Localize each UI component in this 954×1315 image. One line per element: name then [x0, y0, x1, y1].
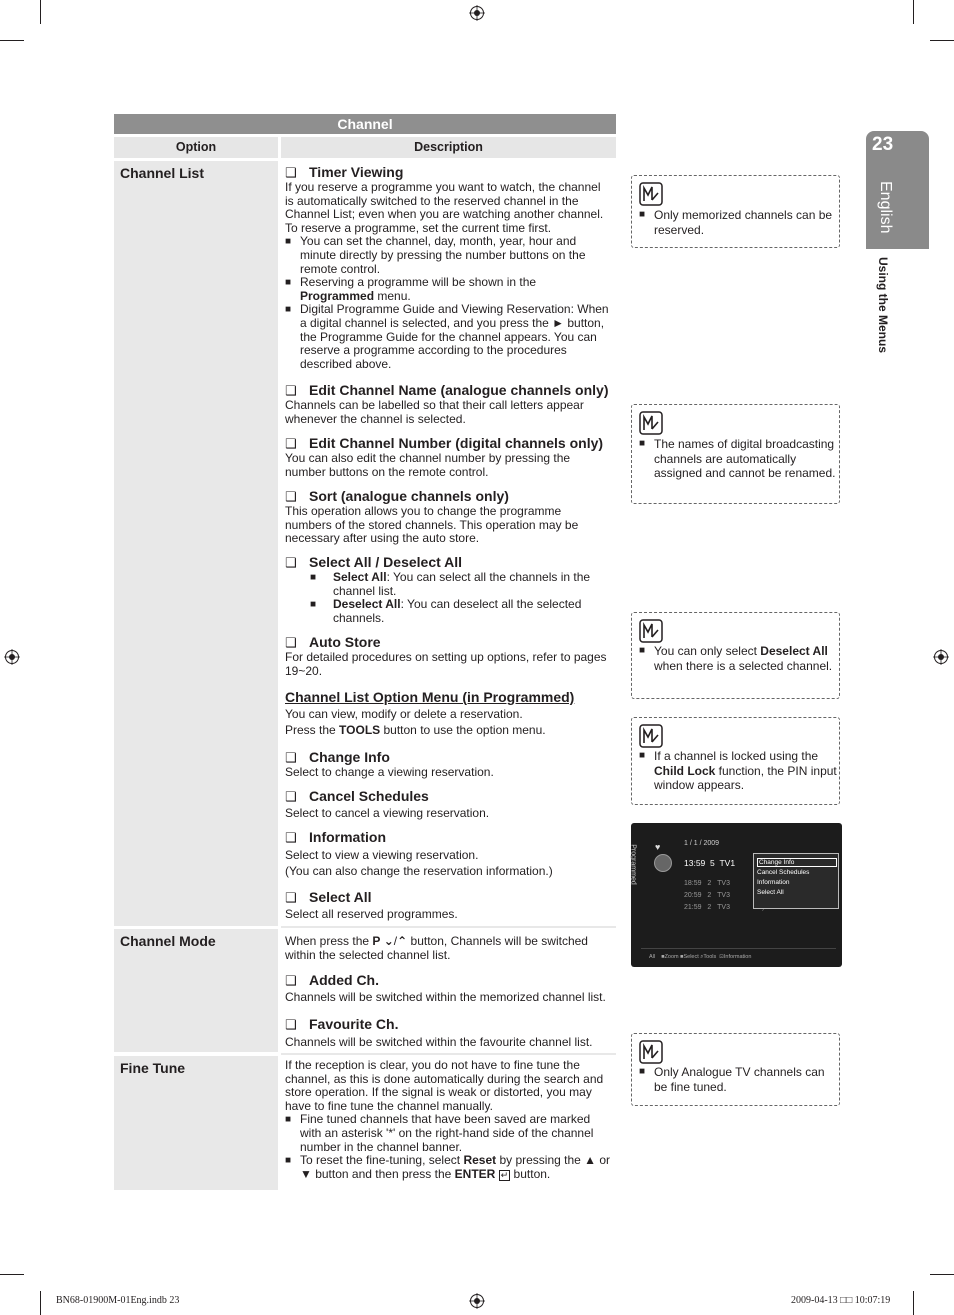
- registration-mark-icon: [469, 5, 485, 21]
- note-icon: [639, 1040, 663, 1064]
- option-menu-section: Channel List Option Menu (in Programmed) You can view, modify or delete a reservation. Press the TOOLS button to use the option menu.: [285, 689, 611, 737]
- bullet-item: ■ Deselect All: You can deselect all the selected channels.: [310, 597, 582, 625]
- checkbox-icon: ❑: [285, 789, 297, 804]
- menu-item-select-all: Select All: [757, 889, 784, 896]
- information-section: ❑ Information Select to view a viewing reservation. (You can also change the reservation information.): [285, 829, 553, 878]
- option-name: Channel List: [120, 165, 205, 181]
- edit-channel-name-section: ❑ Edit Channel Name (analogue channels only) Channels can be labelled so that their call letters appear whenever the channel is selected.: [285, 382, 609, 426]
- note-icon: [639, 411, 663, 435]
- screen-bottom-bar: All ■Zoom ■Select ⌕Tools ⊡Information: [649, 954, 752, 960]
- programmed-screen-image: Programmed ♥ 1 / 1 / 2009 13:59 5 TV1 18:59 2 TV3 20:59 2 TV3 21:59 2 TV3 Change Info Cancel Schedules Information Select All All ■Zoom ■Select ⌕Tools ⊡Information: [631, 823, 842, 967]
- checkbox-icon: ❑: [285, 165, 297, 180]
- bullet-item: ■ Fine tuned channels that have been saved are marked with an asterisk '*' on the right-hand side of the channel number in the channel banner.: [285, 1112, 594, 1154]
- checkbox-icon: ❑: [285, 750, 297, 765]
- note-box: ■ Only Analogue TV channels can be fine tuned.: [631, 1033, 840, 1106]
- column-header-option: Option: [114, 137, 278, 158]
- checkbox-icon: ❑: [285, 436, 297, 451]
- option-name: Channel Mode: [120, 933, 216, 949]
- note-icon: [639, 724, 663, 748]
- enter-icon: ↵: [500, 1169, 509, 1180]
- favourite-ch-section: ❑ Favourite Ch. Channels will be switched within the favourite channel list.: [285, 1016, 593, 1049]
- bullet-item: ■ Reserving a programme will be shown in the Programmed menu.: [285, 275, 537, 303]
- note-box: ■ If a channel is locked using the Child Lock function, the PIN input window appears.: [631, 717, 840, 805]
- bullet-item: ■ Digital Programme Guide and Viewing Reservation: When a digital channel is selected, and you press the ► button, the Programme Guide for the channel appears. You can reserve a programme according to the procedures described above.: [285, 302, 609, 371]
- note-icon: [639, 182, 663, 206]
- chevron-down-icon: ⌄: [383, 934, 394, 948]
- auto-store-section: ❑ Auto Store For detailed procedures on setting up options, refer to pages 19~20.: [285, 634, 607, 678]
- table-title: Channel: [114, 114, 616, 134]
- column-header-description: Description: [281, 137, 616, 158]
- language-label: English: [877, 181, 894, 234]
- sort-section: ❑ Sort (analogue channels only) This operation allows you to change the programme numbers of the stored channels. This operation may be necessary after using the auto store.: [285, 488, 579, 546]
- change-info-section: ❑ Change Info Select to change a viewing reservation.: [285, 749, 494, 779]
- select-all-section: ❑ Select All / Deselect All ■ Select All: You can select all the channels in the channel list. ■ Deselect All: You can deselect all the selected channels.: [285, 554, 611, 625]
- bullet-item: ■ To reset the fine-tuning, select Reset by pressing the ▲ or ▼ button and then press the ENTER ↵ button.: [285, 1153, 611, 1181]
- chevron-up-icon: ⌃: [397, 934, 408, 948]
- registration-mark-icon: [4, 649, 20, 665]
- channel-mode-description: When press the P ⌄/⌃ button, Channels will be switched within the selected channel list.: [285, 934, 588, 962]
- section-heading: ❑ Timer Viewing: [285, 164, 404, 180]
- section-label: Using the Menus: [876, 256, 890, 353]
- option-cell-fine-tune: [114, 1056, 278, 1190]
- edit-channel-number-section: ❑ Edit Channel Number (digital channels only) You can also edit the channel number by pressing the number buttons on the remote control.: [285, 435, 604, 479]
- option-cell-channel-list: [114, 161, 278, 926]
- registration-mark-icon: [469, 1293, 485, 1309]
- cancel-schedules-section: ❑ Cancel Schedules Select to cancel a viewing reservation.: [285, 788, 490, 820]
- note-box: ■ You can only select Deselect All when there is a selected channel.: [631, 612, 840, 699]
- option-menu-popup: [753, 853, 839, 909]
- subsection-title: Channel List Option Menu (in Programmed): [285, 689, 575, 705]
- fine-tune-description: If the reception is clear, you do not have to fine tune the channel, as this is done automatically during the search and store operation. If the signal is weak or distorted, you may have to fine tune the channel manually. ■ Fine tuned channels that have been saved are marked with an asterisk '*' on the right-hand side of the channel number in the channel banner. ■ To reset the fine-tuning, select Reset by pressing the ▲ or ▼ button and then press the ENTER ↵ button.: [285, 1058, 611, 1181]
- reservation-row: 20:59 2 TV3: [684, 892, 730, 899]
- checkbox-icon: ❑: [285, 555, 297, 570]
- screen-side-label: Programmed: [629, 844, 637, 885]
- added-ch-section: ❑ Added Ch. Channels will be switched within the memorized channel list.: [285, 972, 606, 1004]
- heart-icon: ♥: [655, 842, 661, 852]
- row-divider: [281, 1053, 616, 1055]
- registration-mark-icon: [933, 649, 949, 665]
- row-divider: [281, 926, 616, 928]
- menu-item-information: Information: [757, 879, 790, 886]
- menu-item-cancel-schedules: Cancel Schedules: [757, 869, 810, 876]
- bullet-item: ■ You can set the channel, day, month, year, hour and minute directly by pressing the number buttons on the remote control.: [285, 234, 586, 276]
- note-icon: [639, 619, 663, 643]
- note-box: ■ Only memorized channels can be reserved.: [631, 175, 840, 248]
- reservation-row: 13:59 5 TV1: [684, 858, 736, 868]
- checkbox-icon: ❑: [285, 1017, 297, 1032]
- option-name: Fine Tune: [120, 1060, 186, 1076]
- checkbox-icon: ❑: [285, 635, 297, 650]
- checkbox-icon: ❑: [285, 830, 297, 845]
- clock-globe-icon: [654, 854, 672, 872]
- reservation-row: 21:59 2 TV3: [684, 904, 730, 911]
- select-all-reserved-section: ❑ Select All Select all reserved programmes.: [285, 889, 458, 921]
- checkbox-icon: ❑: [285, 890, 297, 905]
- option-cell-channel-mode: [114, 929, 278, 1052]
- note-box: ■ The names of digital broadcasting channels are automatically assigned and cannot be renamed.: [631, 404, 840, 504]
- footer-timestamp: 2009-04-13 □□ 10:07:19: [791, 1295, 891, 1306]
- checkbox-icon: ❑: [285, 489, 297, 504]
- checkbox-icon: ❑: [285, 383, 297, 398]
- footer-filename: BN68-01900M-01Eng.indb 23: [56, 1295, 180, 1306]
- page-number: 23: [872, 134, 894, 155]
- menu-item-change-info: Change Info: [757, 858, 837, 867]
- checkbox-icon: ❑: [285, 973, 297, 988]
- section-body: If you reserve a programme you want to watch, the channel is automatically switched to the reserved channel in the Channel List; even when you are watching another channel. To reserve a programme, set the current time first.: [285, 180, 604, 235]
- reservation-row: 18:59 2 TV3: [684, 880, 730, 887]
- timer-viewing-section: [285, 164, 611, 371]
- screen-divider: [641, 948, 836, 949]
- bullet-item: ■ Select All: You can select all the channels in the channel list.: [310, 570, 591, 598]
